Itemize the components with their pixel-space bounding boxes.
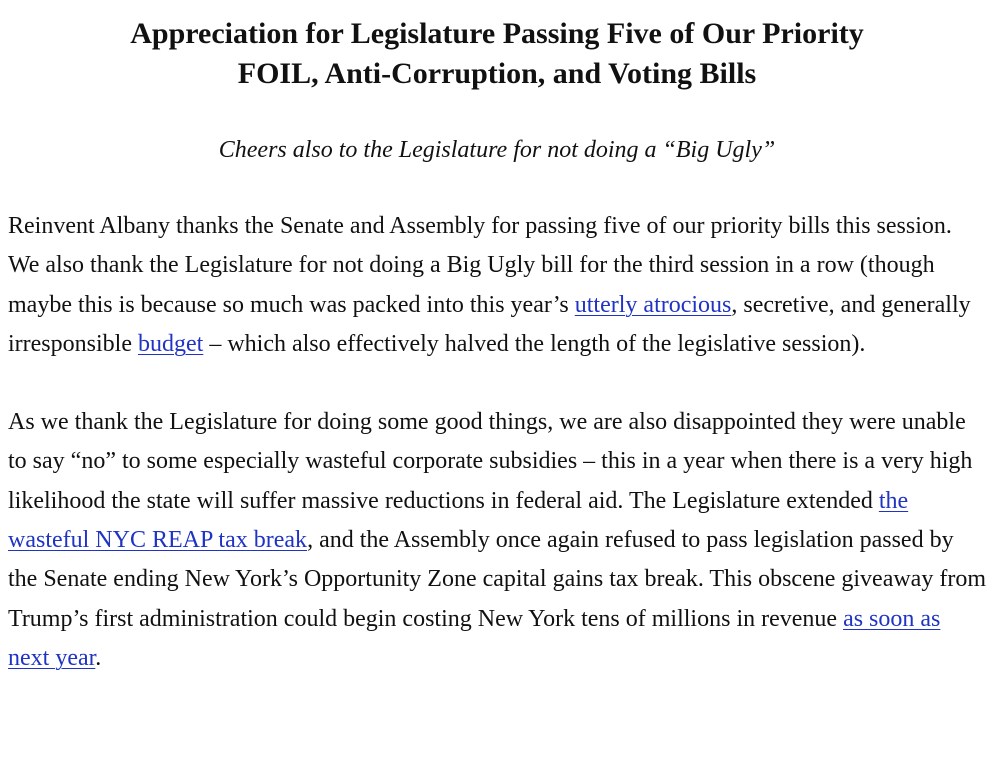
paragraph-1-text-b: , secretive, and generally irresponsible bbox=[8, 291, 971, 357]
paragraph-2-text-b: , and the Assembly once again refused to pass legislation passed by the Senate ending New York’s Opportunity Zone capital gains tax break. This obscene giveaway from Trump’s first administration could begin costing New York tens of millions in revenue bbox=[8, 527, 986, 632]
article-subtitle: Cheers also to the Legislature for not doing a “Big Ugly” bbox=[218, 137, 776, 163]
utterly-atrocious-link[interactable]: utterly atrocious bbox=[574, 291, 732, 318]
as-soon-as-next-year-link[interactable]: as soon as next year bbox=[8, 605, 941, 671]
paragraph-2-text-a: As we thank the Legislature for doing some good things, we are also disappointed they were unable to say “no” to some especially wasteful corporate subsidies – this in a year when there is a very high likelihood the state will suffer massive reductions in federal aid. The Legislature extended bbox=[8, 409, 973, 514]
paragraph-2-text-c: . bbox=[95, 644, 102, 671]
paragraph-1-text-c: – which also effectively halved the length of the legislative session). bbox=[203, 330, 866, 357]
paragraph-1-text-a: Reinvent Albany thanks the Senate and Assembly for passing five of our priority bills this session. We also thank the Legislature for not doing a Big Ugly bill for the third session in a row (though maybe this is because so much was packed into this year’s bbox=[8, 213, 952, 318]
article-title bbox=[8, 0, 986, 94]
title-line-2: FOIL, Anti-Corruption, and Voting Bills bbox=[237, 57, 757, 90]
title-line-1: Appreciation for Legislature Passing Five of Our Priority bbox=[130, 17, 864, 50]
paragraph-1 bbox=[8, 207, 986, 364]
budget-link[interactable]: budget bbox=[137, 330, 204, 357]
nyc-reap-tax-break-link[interactable]: the wasteful NYC REAP tax break bbox=[8, 487, 909, 554]
paragraph-2 bbox=[8, 403, 986, 678]
